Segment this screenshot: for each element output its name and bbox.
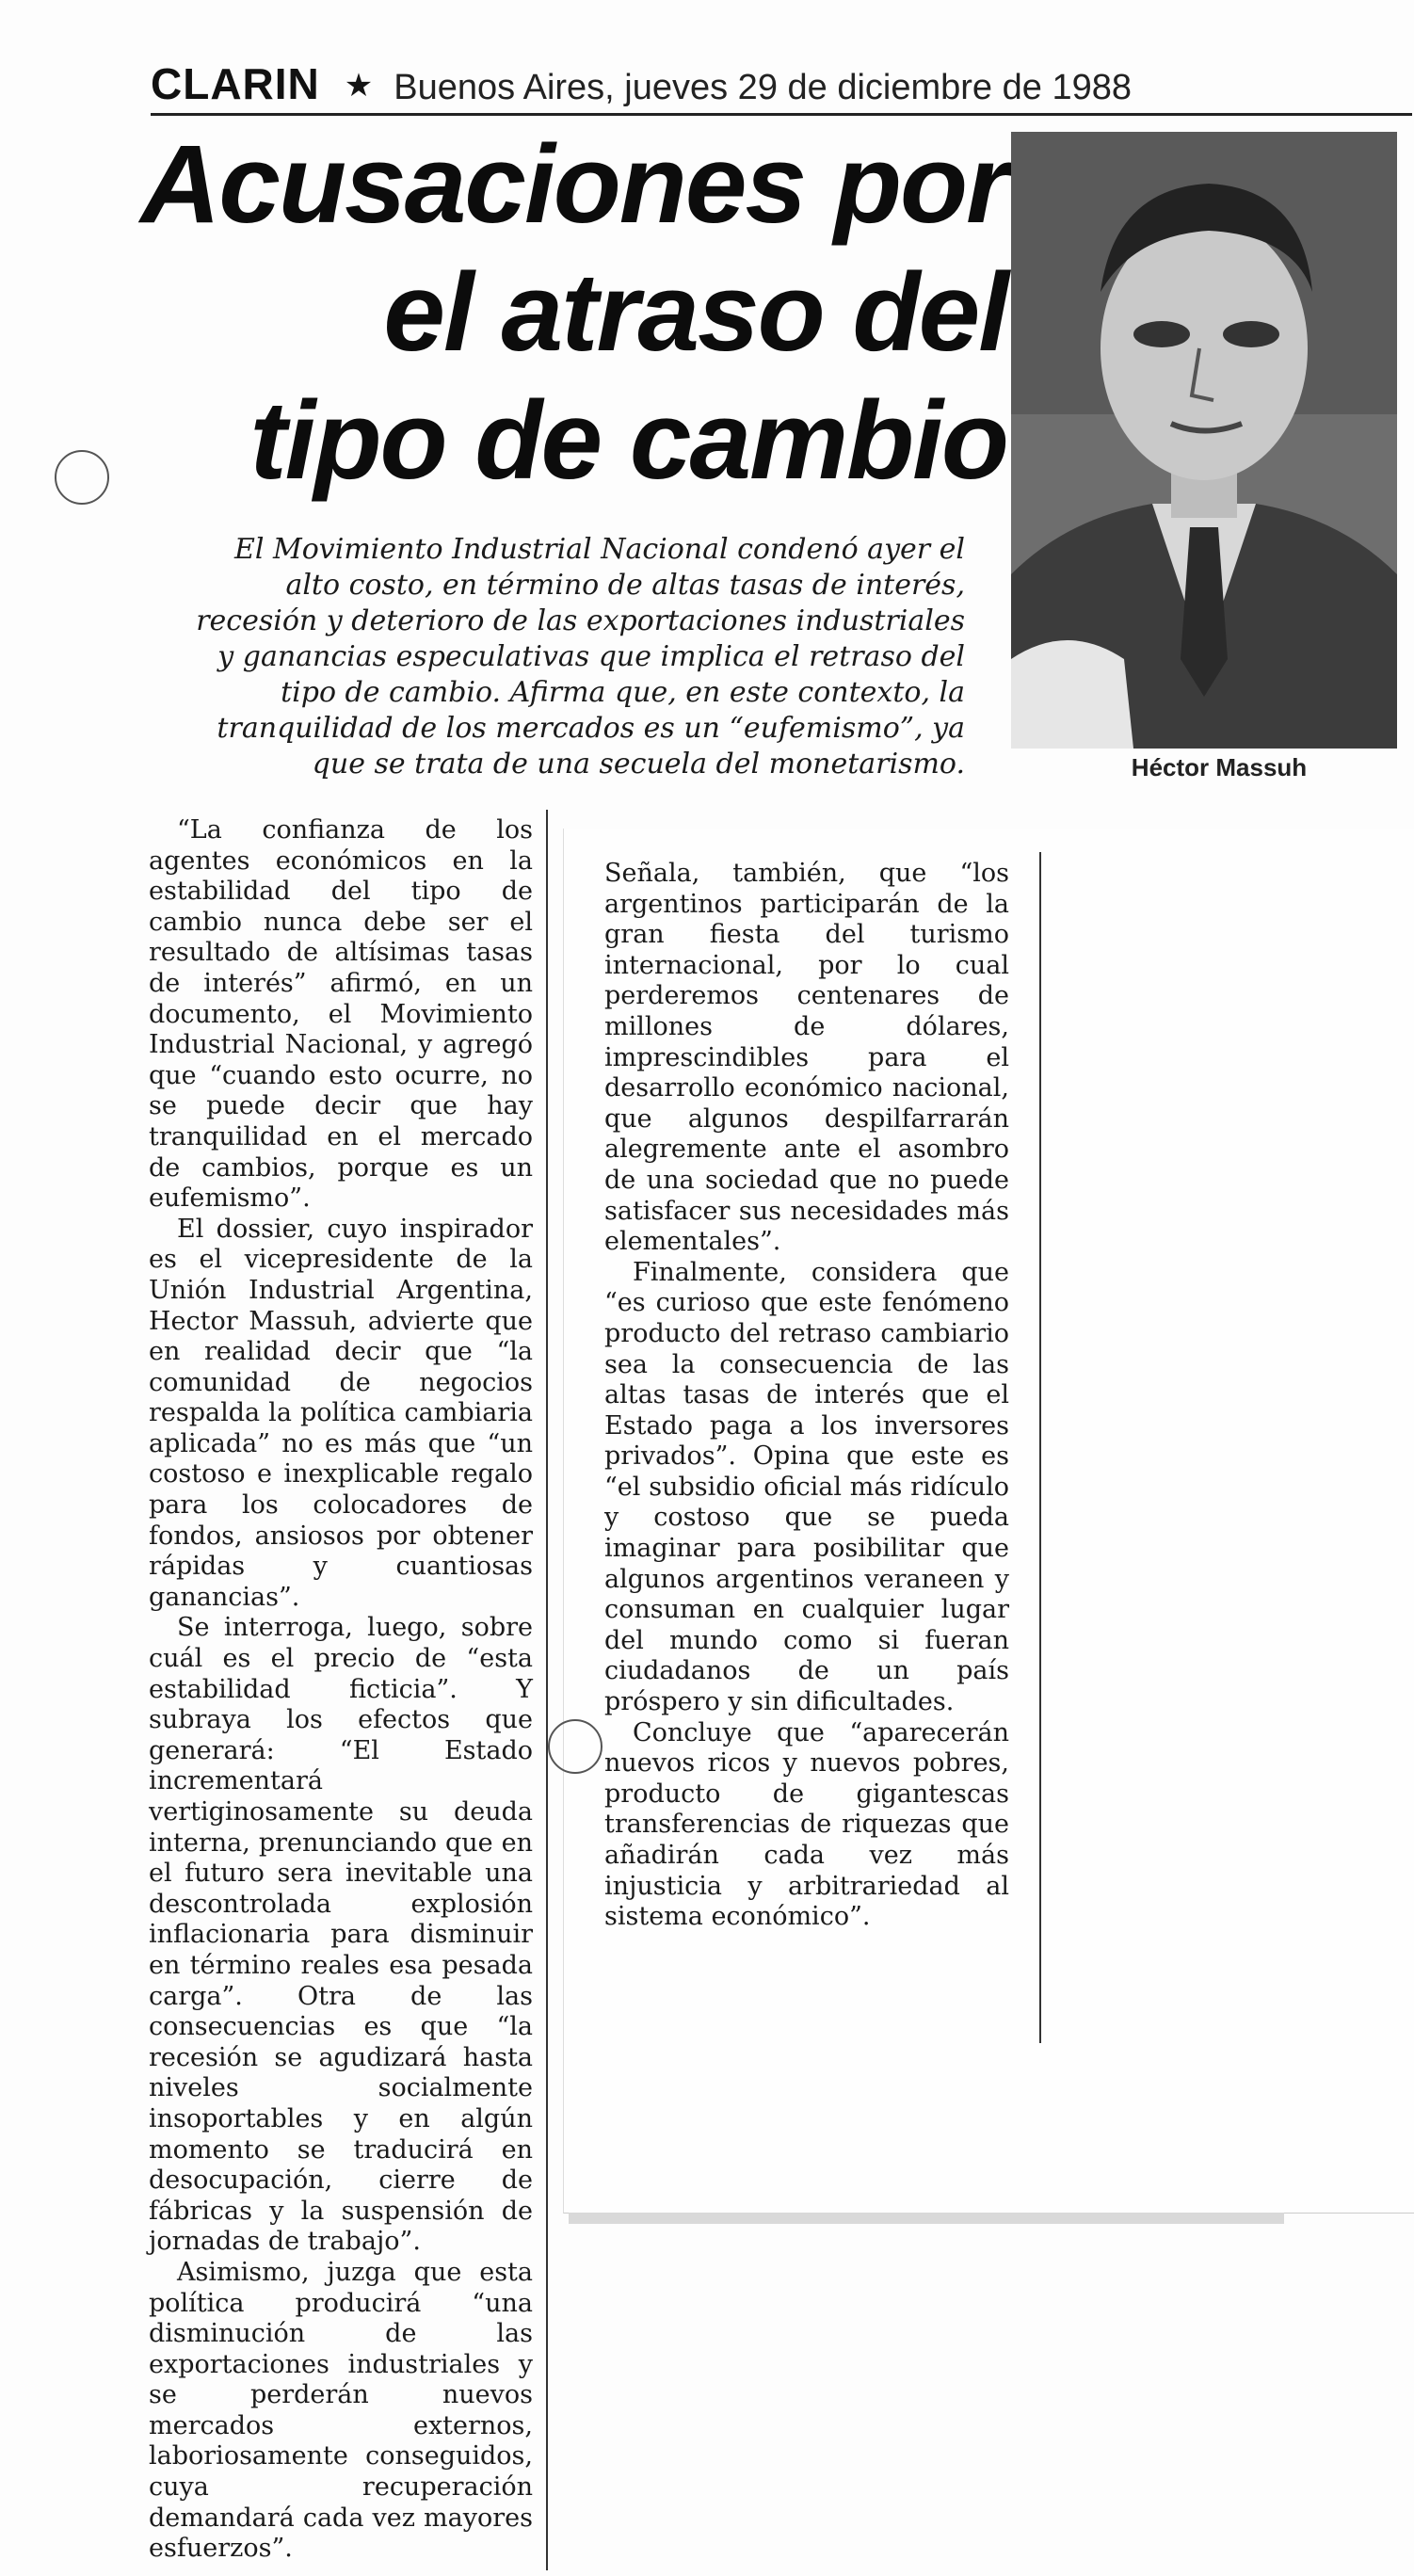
punch-hole-mark (548, 1719, 603, 1774)
newspaper-name: CLARIN (151, 59, 320, 108)
portrait-icon (1011, 132, 1397, 749)
portrait-photo (1011, 132, 1397, 749)
paper-edge-shadow (569, 2213, 1284, 2224)
body-paragraph: Concluye que “aparecerán nuevos ricos y nuevos pobres, producto de gigantescas transferencias de riquezas que añadirán cada vez más injusticia y arbitrariedad al sistema económico”. (604, 1717, 1009, 1932)
masthead (151, 58, 1412, 115)
body-paragraph: Asimismo, juzga que esta política producirá “una disminución de las exportaciones industriales y se perderán nuevos mercados externos, laboriosamente conseguidos, cuya recuperación demandará cada vez mayores esfuerzos”. (149, 2257, 533, 2564)
body-column-left (149, 815, 533, 2565)
body-paragraph: Señala, también, que “los argentinos participarán de la gran fiesta del turismo internacional, por lo cual perderemos centenares de millones de dólares, imprescindibles para el desarrollo económico nacional, que algunos despilfarrarán alegremente ante el asombro de una sociedad que no puede satisfacer sus necesidades más elementales”. (604, 859, 1009, 1257)
star-icon: ★ (344, 67, 374, 105)
headline-line-3: tipo de cambio (249, 378, 1007, 503)
body-paragraph: El dossier, cuyo inspirador es el vicepresidente de la Unión Industrial Argentina, Hector Massuh, advierte que en realidad decir que “la comunidad de negocios respalda la política cambiaria aplicada” no es más que “un costoso e inexplicable regalo para los colocadores de fondos, ansiosos por obtener rápidas y cuantiosas ganancias”. (149, 1214, 533, 1612)
lead-paragraph: El Movimiento Industrial Nacional condenó ayer el alto costo, en término de altas tasas de interés, recesión y deterioro de las exportaciones industriales y ganancias especulativas que implica el retraso del tipo de cambio. Afirma que, en este contexto, la tranquilidad de los mercados es un “eufemismo”, ya que se trata de una secuela del monetarismo. (196, 533, 965, 781)
dateline: Buenos Aires, jueves 29 de diciembre de 1988 (394, 68, 1132, 107)
punch-hole-mark (55, 450, 109, 505)
headline-line-1: Acusaciones por (140, 122, 1007, 247)
photo-caption: Héctor Massuh (1131, 753, 1308, 781)
headline (122, 121, 1007, 505)
column-rule-right (1039, 852, 1041, 2043)
body-paragraph: Se interroga, luego, sobre cuál es el precio de “esta estabilidad ficticia”. Y subraya los efectos que generará: “El Estado incrementará vertiginosamente su deuda interna, prenunciando que en el futuro sera inevitable una descontrolada explosión inflacionaria para disminuir en término reales esa pesada carga”. Otra de las consecuencias es que “la recesión se agudizará hasta niveles socialmente insoportables y en algún momento se traducirá en desocupación, cierre de fábricas y la suspensión de jornadas de trabajo”. (149, 1613, 533, 2257)
body-paragraph: “La confianza de los agentes económicos en la estabilidad del tipo de cambio nunca debe ser el resultado de altísimas tasas de interés” afirmó, en un documento, el Movimiento Industrial Nacional, y agregó que “cuando esto ocurre, no se puede decir que hay tranquilidad en el mercado de cambios, porque es un eufemismo”. (149, 815, 533, 1214)
headline-line-2: el atraso del (383, 250, 1007, 375)
body-column-right (604, 859, 1009, 1933)
masthead-rule (151, 113, 1412, 116)
column-rule-left (546, 810, 548, 2570)
body-paragraph: Finalmente, considera que “es curioso que este fenómeno producto del retraso cambiario sea la consecuencia de las altas tasas de interés que el Estado paga a los inversores privados”. Opina que este es “el subsidio oficial más ridículo y costoso que se pueda imaginar para posibilitar que algunos argentinos veraneen y consuman en cualquier lugar del mundo como si fueran ciudadanos de un país próspero y sin dificultades. (604, 1257, 1009, 1717)
